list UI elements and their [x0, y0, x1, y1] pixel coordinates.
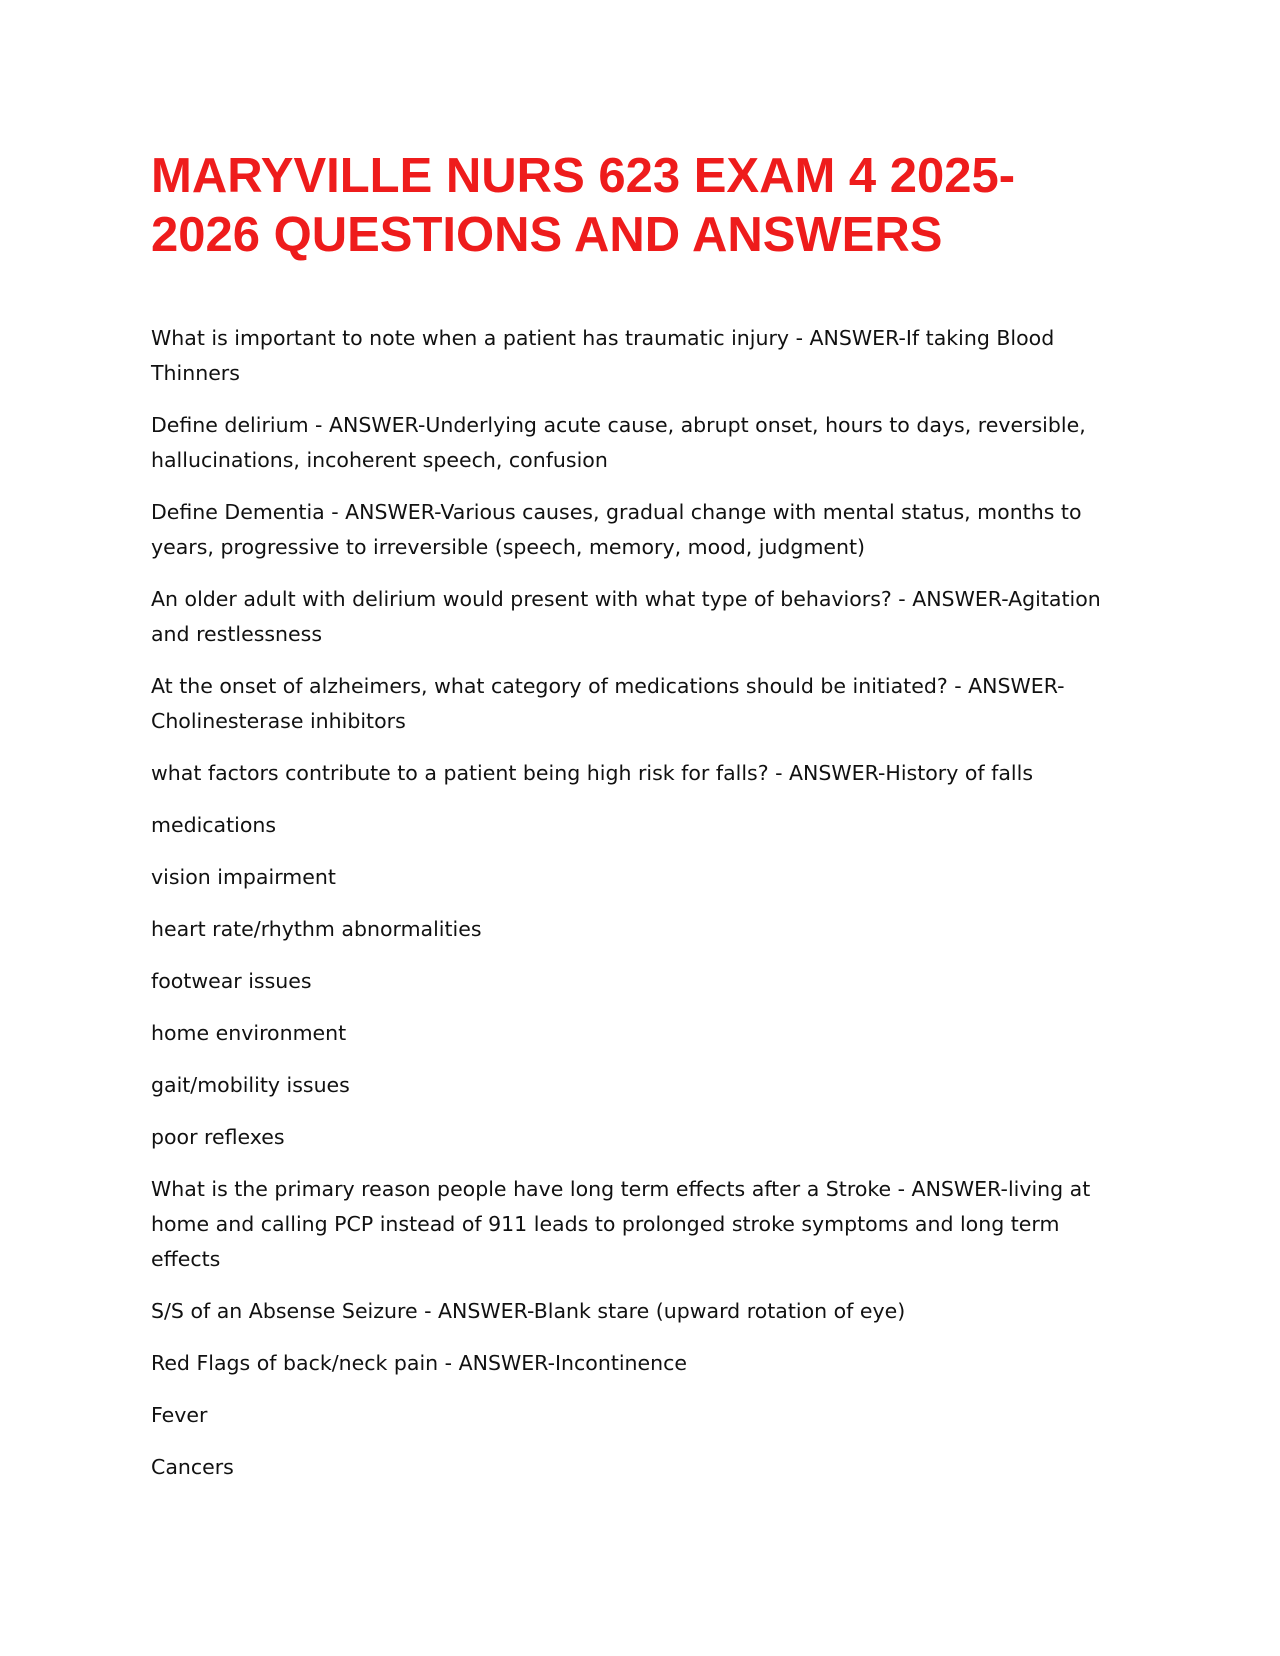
document-title: [151, 147, 1151, 265]
list-item: medications: [151, 813, 277, 837]
title-line-2: 2026 QUESTIONS AND ANSWERS: [151, 208, 943, 262]
title-line-1: MARYVILLE NURS 623 EXAM 4 2025-: [151, 149, 1016, 203]
qa-paragraph: An older adult with delirium would present with what type of behaviors? - ANSWER-Agitation and restlessness: [151, 587, 1108, 646]
qa-paragraph: At the onset of alzheimers, what category of medications should be initiated? - ANSWER-Cholinesterase inhibitors: [151, 674, 1065, 733]
qa-paragraph: What is the primary reason people have long term effects after a Stroke - ANSWER-living at home and calling PCP instead of 911 leads to prolonged stroke symptoms and long term effects: [151, 1177, 1097, 1271]
qa-paragraph: S/S of an Absense Seizure - ANSWER-Blank stare (upward rotation of eye): [151, 1299, 906, 1323]
list-item: Fever: [151, 1403, 208, 1427]
qa-paragraph: what factors contribute to a patient being high risk for falls? - ANSWER-History of falls: [151, 761, 1034, 785]
qa-paragraph: Red Flags of back/neck pain - ANSWER-Incontinence: [151, 1351, 688, 1375]
list-item: vision impairment: [151, 865, 336, 889]
list-item: poor reflexes: [151, 1125, 285, 1149]
qa-paragraph: Define delirium - ANSWER-Underlying acute cause, abrupt onset, hours to days, reversible, hallucinations, incoherent speech, confusion: [151, 413, 1093, 472]
list-item: home environment: [151, 1021, 347, 1045]
list-item: footwear issues: [151, 969, 312, 993]
qa-paragraph: What is important to note when a patient has traumatic injury - ANSWER-If taking Blood Thinners: [151, 326, 1061, 385]
document-body: [151, 321, 1131, 1502]
list-item: Cancers: [151, 1455, 234, 1479]
list-item: gait/mobility issues: [151, 1073, 350, 1097]
list-item: heart rate/rhythm abnormalities: [151, 917, 482, 941]
qa-paragraph: Define Dementia - ANSWER-Various causes, gradual change with mental status, months to years, progressive to irreversible (speech, memory, mood, judgment): [151, 500, 1089, 559]
